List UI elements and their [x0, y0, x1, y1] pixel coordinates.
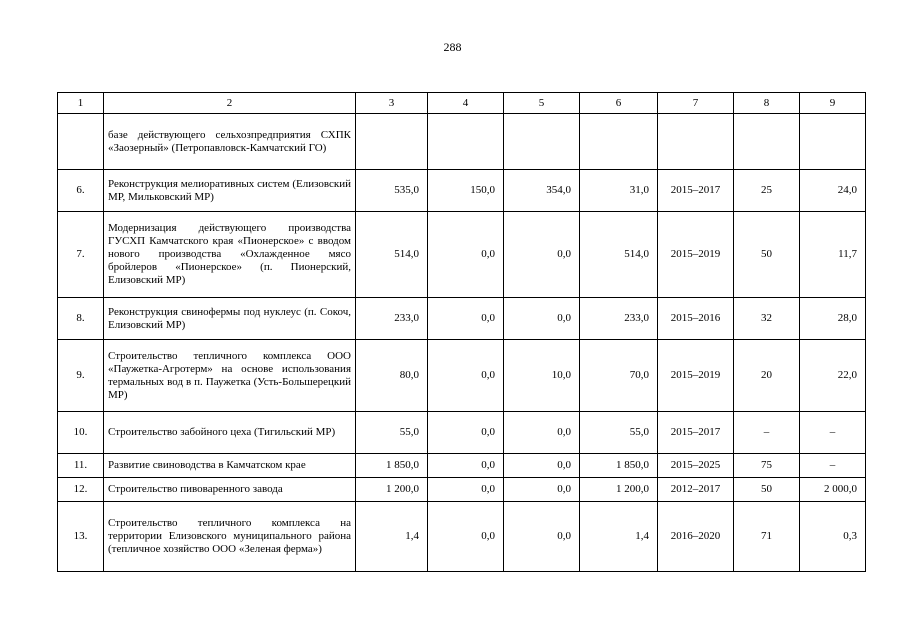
cell-col4: 0,0	[428, 212, 504, 298]
row-number: 9.	[58, 340, 104, 412]
cell-col9: 22,0	[800, 340, 866, 412]
cell-col3: 535,0	[356, 170, 428, 212]
header-cell-5: 5	[504, 93, 580, 114]
cell-col4	[428, 114, 504, 170]
cell-col4: 0,0	[428, 478, 504, 502]
cell-col7: 2015–2016	[658, 298, 734, 340]
cell-col4: 0,0	[428, 454, 504, 478]
cell-col8: 75	[734, 454, 800, 478]
cell-col4: 0,0	[428, 340, 504, 412]
header-cell-6: 6	[580, 93, 658, 114]
cell-col8	[734, 114, 800, 170]
cell-col9: –	[800, 454, 866, 478]
cell-col8: 20	[734, 340, 800, 412]
cell-col4: 0,0	[428, 412, 504, 454]
table-row	[58, 114, 866, 170]
project-description: Реконструкция мелиоративных систем (Елизовский МР, Мильковский МР)	[104, 170, 356, 212]
cell-col3: 1 200,0	[356, 478, 428, 502]
row-number: 13.	[58, 502, 104, 572]
cell-col7: 2012–2017	[658, 478, 734, 502]
cell-col8: 25	[734, 170, 800, 212]
table-row	[58, 412, 866, 454]
cell-col4: 150,0	[428, 170, 504, 212]
cell-col9	[800, 114, 866, 170]
table-row	[58, 212, 866, 298]
cell-col8: 71	[734, 502, 800, 572]
cell-col4: 0,0	[428, 298, 504, 340]
cell-col8: 32	[734, 298, 800, 340]
cell-col6: 1,4	[580, 502, 658, 572]
cell-col8: 50	[734, 212, 800, 298]
header-cell-9: 9	[800, 93, 866, 114]
row-number: 10.	[58, 412, 104, 454]
cell-col9: –	[800, 412, 866, 454]
cell-col3: 55,0	[356, 412, 428, 454]
table-row	[58, 502, 866, 572]
cell-col9: 0,3	[800, 502, 866, 572]
header-cell-2: 2	[104, 93, 356, 114]
cell-col3: 1 850,0	[356, 454, 428, 478]
project-description: базе действующего сельхозпредприятия СХПК «Заозерный» (Петропавловск-Камчатский ГО)	[104, 114, 356, 170]
project-description: Строительство тепличного комплекса на территории Елизовского муниципального района (тепличное хозяйство ООО «Зеленая ферма»)	[104, 502, 356, 572]
investment-projects-table	[57, 92, 866, 572]
header-cell-8: 8	[734, 93, 800, 114]
row-number: 12.	[58, 478, 104, 502]
project-description: Строительство тепличного комплекса ООО «Паужетка-Агротерм» на основе использования термальных вод в п. Паужетка (Усть-Большерецкий МР)	[104, 340, 356, 412]
cell-col7	[658, 114, 734, 170]
header-cell-3: 3	[356, 93, 428, 114]
cell-col7: 2015–2019	[658, 212, 734, 298]
cell-col7: 2016–2020	[658, 502, 734, 572]
cell-col3: 80,0	[356, 340, 428, 412]
cell-col5: 0,0	[504, 478, 580, 502]
row-number: 7.	[58, 212, 104, 298]
cell-col6: 31,0	[580, 170, 658, 212]
cell-col3: 514,0	[356, 212, 428, 298]
cell-col5: 0,0	[504, 502, 580, 572]
cell-col3: 1,4	[356, 502, 428, 572]
table-row	[58, 170, 866, 212]
cell-col7: 2015–2019	[658, 340, 734, 412]
table-header-row	[58, 93, 866, 114]
cell-col6	[580, 114, 658, 170]
page-number: 288	[443, 40, 462, 54]
cell-col8: –	[734, 412, 800, 454]
row-number	[58, 114, 104, 170]
cell-col5: 0,0	[504, 298, 580, 340]
cell-col5	[504, 114, 580, 170]
project-description: Модернизация действующего производства ГУСХП Камчатского края «Пионерское» с вводом нового производства «Охлажденное мясо бройлеров «Пионерское» (п. Пионерский, Елизовский МР)	[104, 212, 356, 298]
row-number: 11.	[58, 454, 104, 478]
cell-col7: 2015–2017	[658, 412, 734, 454]
cell-col6: 1 200,0	[580, 478, 658, 502]
row-number: 8.	[58, 298, 104, 340]
table-row	[58, 478, 866, 502]
cell-col6: 55,0	[580, 412, 658, 454]
cell-col9: 28,0	[800, 298, 866, 340]
cell-col5: 0,0	[504, 454, 580, 478]
cell-col6: 233,0	[580, 298, 658, 340]
cell-col9: 11,7	[800, 212, 866, 298]
cell-col5: 10,0	[504, 340, 580, 412]
header-cell-1: 1	[58, 93, 104, 114]
project-description: Строительство пивоваренного завода	[104, 478, 356, 502]
cell-col6: 1 850,0	[580, 454, 658, 478]
cell-col6: 514,0	[580, 212, 658, 298]
header-cell-4: 4	[428, 93, 504, 114]
cell-col5: 354,0	[504, 170, 580, 212]
cell-col8: 50	[734, 478, 800, 502]
cell-col5: 0,0	[504, 212, 580, 298]
table-row	[58, 298, 866, 340]
cell-col6: 70,0	[580, 340, 658, 412]
table-row	[58, 454, 866, 478]
project-description: Развитие свиноводства в Камчатском крае	[104, 454, 356, 478]
project-description: Реконструкция свинофермы под нуклеус (п. Сокоч, Елизовский МР)	[104, 298, 356, 340]
cell-col4: 0,0	[428, 502, 504, 572]
project-description: Строительство забойного цеха (Тигильский МР)	[104, 412, 356, 454]
cell-col7: 2015–2017	[658, 170, 734, 212]
cell-col7: 2015–2025	[658, 454, 734, 478]
cell-col9: 24,0	[800, 170, 866, 212]
cell-col3	[356, 114, 428, 170]
header-cell-7: 7	[658, 93, 734, 114]
cell-col3: 233,0	[356, 298, 428, 340]
cell-col5: 0,0	[504, 412, 580, 454]
row-number: 6.	[58, 170, 104, 212]
table-row	[58, 340, 866, 412]
cell-col9: 2 000,0	[800, 478, 866, 502]
